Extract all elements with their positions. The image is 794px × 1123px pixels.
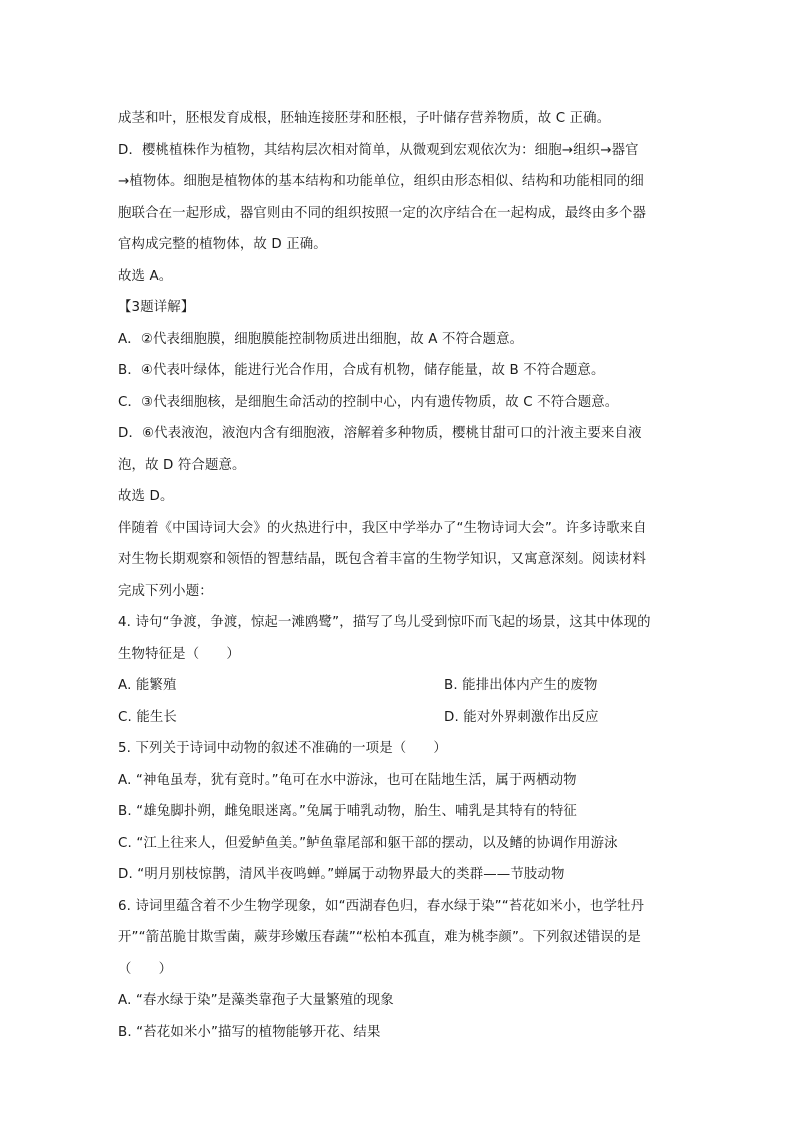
text-line: B．④代表叶绿体，能进行光合作用，合成有机物，储存能量，故 B 不符合题意。 xyxy=(118,363,605,378)
question-6-stem: 6. 诗词里蕴含着不少生物学现象，如“西湖春色归，春水绿于染”“苔花如米小，也学牡丹 xyxy=(118,898,645,914)
passage-line: 对生物长期观察和领悟的智慧结晶，既包含着丰富的生物学知识，又寓意深刻。阅读材料 xyxy=(118,552,647,567)
text-line: 成茎和叶，胚根发育成根，胚轴连接胚芽和胚根，子叶储存营养物质，故 C 正确。 xyxy=(118,111,611,126)
option-line: D. “明月别枝惊鹊，清风半夜鸣蝉。”蝉属于动物界最大的类群——节肢动物 xyxy=(118,867,565,882)
section-heading: 【3题详解】 xyxy=(118,300,195,315)
text-line: D．⑥代表液泡，液泡内含有细胞液，溶解着多种物质，樱桃甘甜可口的汁液主要来自液 xyxy=(118,426,642,441)
option-c: C. 能生长 xyxy=(118,709,177,725)
option-d: D. 能对外界刺激作出反应 xyxy=(444,709,599,725)
option-line: C. “江上往来人，但爱鲈鱼美。”鲈鱼靠尾部和躯干部的摆动，以及鳍的协调作用游泳 xyxy=(118,835,618,851)
text-line: C．③代表细胞核，是细胞生命活动的控制中心，内有遗传物质，故 C 不符合题意。 xyxy=(118,394,619,410)
text-line: D．樱桃植株作为植物，其结构层次相对简单，从微观到宏观依次为：细胞→组织→器官 xyxy=(118,142,639,158)
passage-line: 完成下列小题： xyxy=(118,583,213,599)
question-6-stem: （ ） xyxy=(118,961,173,977)
option-a: A. 能繁殖 xyxy=(118,678,177,693)
document-body xyxy=(118,103,678,1048)
text-line: A．②代表细胞膜，细胞膜能控制物质进出细胞，故 A 不符合题意。 xyxy=(118,331,524,347)
option-line: A. “春水绿于染”是藻类靠孢子大量繁殖的现象 xyxy=(118,993,394,1008)
question-4-options-row-1 xyxy=(118,670,678,702)
answer-line: 故选 A。 xyxy=(118,268,173,284)
option-line: B. “苔花如米小”描写的植物能够开花、结果 xyxy=(118,1024,381,1040)
question-5-stem: 5. 下列关于诗词中动物的叙述不准确的一项是（ ） xyxy=(118,741,447,756)
question-4-stem: 生物特征是（ ） xyxy=(118,646,240,662)
question-4-options-row-2 xyxy=(118,702,678,734)
answer-line: 故选 D。 xyxy=(118,489,174,504)
passage-line: 伴随着《中国诗词大会》的火热进行中，我区中学举办了“生物诗词大会”。许多诗歌来自 xyxy=(118,520,647,536)
text-line: 官构成完整的植物体，故 D 正确。 xyxy=(118,237,327,252)
question-4-stem: 4. 诗句“争渡，争渡，惊起一滩鸥鹭”，描写了鸟儿受到惊吓而飞起的场景，这其中体现的 xyxy=(118,615,651,630)
option-b: B. 能排出体内产生的废物 xyxy=(444,678,598,693)
text-line: 胞联合在一起形成，器官则由不同的组织按照一定的次序结合在一起构成，最终由多个器 xyxy=(118,205,647,221)
text-line: →植物体。细胞是植物体的基本结构和功能单位，组织由形态相似、结构和功能相同的细 xyxy=(118,174,644,189)
option-line: B. “雄兔脚扑朔，雌兔眼迷离。”兔属于哺乳动物，胎生、哺乳是其特有的特征 xyxy=(118,804,577,819)
text-line: 泡，故 D 符合题意。 xyxy=(118,457,246,473)
option-line: A. “神龟虽寿，犹有竟时。”龟可在水中游泳，也可在陆地生活，属于两栖动物 xyxy=(118,772,577,788)
question-6-stem: 开”“箭茁脆甘欺雪菌，蕨芽珍嫩压春蔬”“松柏本孤直，难为桃李颜”。下列叙述错误的是 xyxy=(118,930,641,945)
